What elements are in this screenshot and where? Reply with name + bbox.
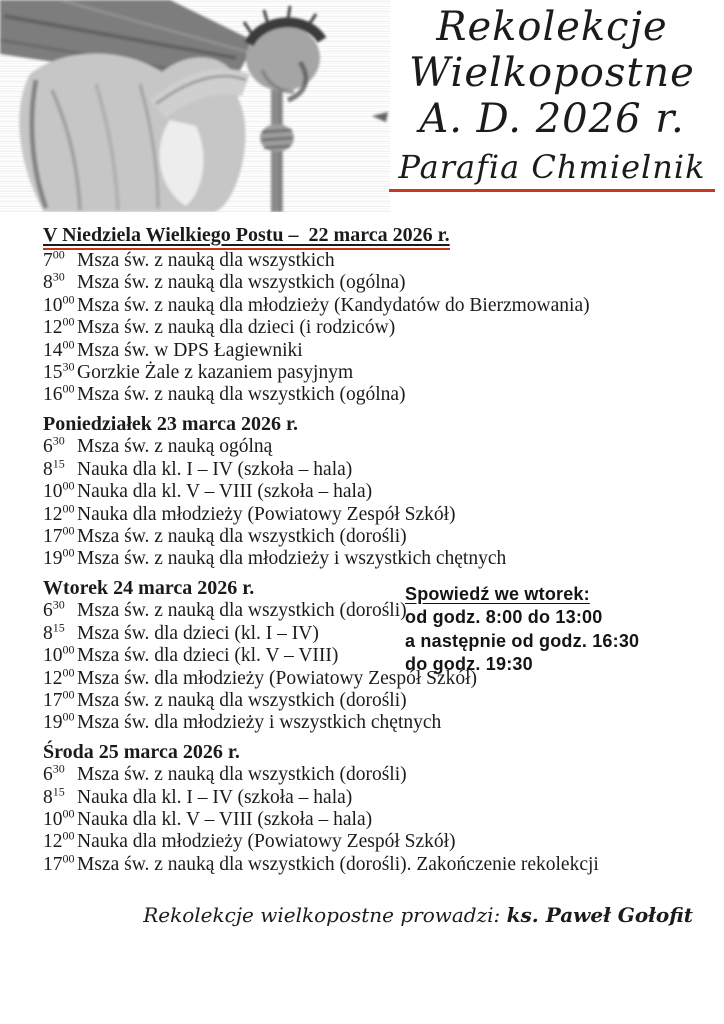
event-minutes: 00	[62, 709, 75, 724]
event-time: $6^{30}$	[43, 761, 65, 786]
event-time: $19^{00}$	[43, 709, 75, 734]
event-time: $17^{00}$	[43, 851, 75, 875]
event-description: Msza św. w DPS Łagiewniki	[77, 339, 303, 361]
event-minutes: 15	[52, 784, 65, 799]
event-minutes: 00	[62, 545, 75, 560]
event-minutes: 30	[52, 761, 65, 776]
title-line-2: Wielkopostne	[409, 50, 695, 96]
event-minutes: 00	[62, 314, 75, 329]
schedule-row	[43, 456, 705, 481]
schedule-row	[43, 828, 705, 853]
event-description: Msza św. z nauką dla wszystkich (ogólna)	[77, 384, 406, 406]
schedule-row	[43, 851, 705, 876]
event-minutes: 15	[52, 456, 65, 471]
jesus-carrying-cross-sketch	[0, 0, 390, 212]
event-description: Msza św. z nauką dla wszystkich	[77, 250, 335, 271]
event-minutes: 30	[62, 359, 75, 374]
event-description: Nauka dla kl. V – VIII (szkoła – hala)	[77, 481, 373, 503]
schedule-row	[43, 247, 705, 272]
event-minutes: 00	[62, 337, 75, 352]
event-description: Msza św. z nauką dla wszystkich (dorośli)	[77, 600, 407, 622]
event-time: $17^{00}$	[43, 687, 75, 711]
schedule-row	[43, 269, 705, 294]
event-time: $7^{00}$	[43, 247, 65, 271]
event-time: $17^{00}$	[43, 523, 75, 547]
event-minutes: 00	[62, 381, 75, 396]
section-title: V Niedziela Wielkiego Postu – 22 marca 2026 r.	[43, 224, 450, 250]
event-description: Msza św. z nauką dla wszystkich (dorośli)	[77, 764, 407, 786]
schedule-section	[43, 224, 705, 407]
schedule-row	[43, 709, 705, 734]
confession-note	[405, 582, 685, 677]
event-time: $12^{00}$	[43, 828, 75, 853]
retreat-leader-credit	[143, 903, 693, 927]
schedule-row	[43, 478, 705, 503]
event-description: Msza św. z nauką dla wszystkich (dorośli)	[77, 525, 407, 547]
event-description: Msza św. dla młodzieży (Powiatowy Zespół Szkół)	[77, 667, 478, 689]
event-description: Msza św. dla młodzieży i wszystkich chętnych	[77, 712, 442, 734]
leader-name: ks. Paweł Gołofit	[506, 903, 693, 927]
event-minutes: 00	[62, 523, 75, 538]
event-description: Msza św. dla dzieci (kl. V – VIII)	[77, 645, 339, 667]
schedule-row	[43, 784, 705, 809]
schedule-row	[43, 806, 705, 831]
event-minutes: 00	[52, 247, 65, 262]
schedule-row	[43, 501, 705, 526]
schedule-row	[43, 433, 705, 458]
event-description: Msza św. z nauką dla dzieci (i rodziców)	[77, 317, 396, 339]
event-time: $10^{00}$	[43, 642, 75, 667]
event-minutes: 00	[62, 806, 75, 821]
schedule-section	[43, 413, 705, 570]
schedule-row	[43, 314, 705, 339]
event-minutes: 00	[62, 501, 75, 516]
schedule-row	[43, 687, 705, 712]
event-description: Gorzkie Żale z kazaniem pasyjnym	[77, 362, 354, 384]
event-description: Msza św. z nauką dla wszystkich (ogólna)	[77, 272, 406, 294]
schedule-row	[43, 292, 705, 317]
event-minutes: 30	[52, 269, 65, 284]
event-minutes: 00	[62, 478, 75, 493]
event-minutes: 00	[62, 292, 75, 307]
event-description: Nauka dla kl. I – IV (szkoła – hala)	[77, 458, 353, 480]
event-minutes: 15	[52, 620, 65, 635]
event-time: $6^{30}$	[43, 433, 65, 458]
schedule-row	[43, 381, 705, 406]
event-time: $12^{00}$	[43, 314, 75, 339]
event-description: Msza św. z nauką dla wszystkich (dorośli)	[77, 689, 407, 711]
event-minutes: 00	[62, 642, 75, 657]
schedule-row	[43, 337, 705, 362]
event-time: $14^{00}$	[43, 337, 75, 361]
event-description: Msza św. z nauką dla młodzieży i wszystkich chętnych	[77, 548, 507, 570]
schedule-row	[43, 761, 705, 786]
event-time: $16^{00}$	[43, 381, 75, 406]
event-minutes: 30	[52, 433, 65, 448]
event-description: Msza św. z nauką ogólną	[77, 436, 273, 458]
confession-line: od godz. 8:00 do 13:00	[405, 607, 603, 627]
event-description: Nauka dla młodzieży (Powiatowy Zespół Szkół)	[77, 503, 456, 525]
event-time: $15^{30}$	[43, 359, 75, 384]
schedule	[43, 224, 705, 876]
schedule-section	[43, 741, 705, 876]
event-minutes: 00	[62, 851, 75, 866]
poster-title-block	[384, 4, 720, 192]
credit-prefix: Rekolekcje wielkopostne prowadzi:	[143, 903, 507, 927]
confession-title: Spowiedź we wtorek:	[405, 584, 590, 604]
parish-name: Parafia Chmielnik	[389, 148, 716, 192]
event-minutes: 00	[62, 687, 75, 702]
event-time: $10^{00}$	[43, 478, 75, 503]
event-minutes: 00	[62, 828, 75, 843]
event-minutes: 00	[62, 665, 75, 679]
event-time: $8^{15}$	[43, 456, 65, 480]
event-time: $8^{15}$	[43, 784, 65, 808]
title-line-3: A. D. 2026 r.	[419, 96, 685, 142]
event-description: Nauka dla kl. V – VIII (szkoła – hala)	[77, 809, 373, 831]
event-minutes: 30	[52, 597, 65, 612]
event-time: $10^{00}$	[43, 292, 75, 316]
schedule-row	[43, 359, 705, 384]
title-line-1: Rekolekcje	[436, 4, 668, 50]
section-title: Środa 25 marca 2026 r.	[43, 741, 240, 764]
confession-line: a następnie od godz. 16:30	[405, 630, 640, 651]
event-description: Msza św. z nauką dla wszystkich (dorośli). Zakończenie rekolekcji	[77, 853, 599, 875]
event-time: $6^{30}$	[43, 597, 65, 622]
event-time: $19^{00}$	[43, 545, 75, 570]
parish-line	[384, 148, 720, 192]
event-time: $8^{15}$	[43, 620, 65, 644]
section-title: Poniedziałek 23 marca 2026 r.	[43, 413, 298, 436]
event-description: Nauka dla młodzieży (Powiatowy Zespół Szkół)	[77, 831, 456, 853]
confession-line: do godz. 19:30	[405, 654, 533, 674]
event-time: $10^{00}$	[43, 806, 75, 831]
event-description: Msza św. z nauką dla młodzieży (Kandydatów do Bierzmowania)	[77, 294, 590, 316]
schedule-row	[43, 545, 705, 570]
section-title: Wtorek 24 marca 2026 r.	[43, 577, 255, 600]
event-time: $8^{30}$	[43, 269, 65, 294]
event-description: Nauka dla kl. I – IV (szkoła – hala)	[77, 786, 353, 808]
event-time: $12^{00}$	[43, 501, 75, 525]
schedule-row	[43, 523, 705, 548]
event-time: $12^{00}$	[43, 665, 75, 689]
event-description: Msza św. dla dzieci (kl. I – IV)	[77, 622, 319, 644]
